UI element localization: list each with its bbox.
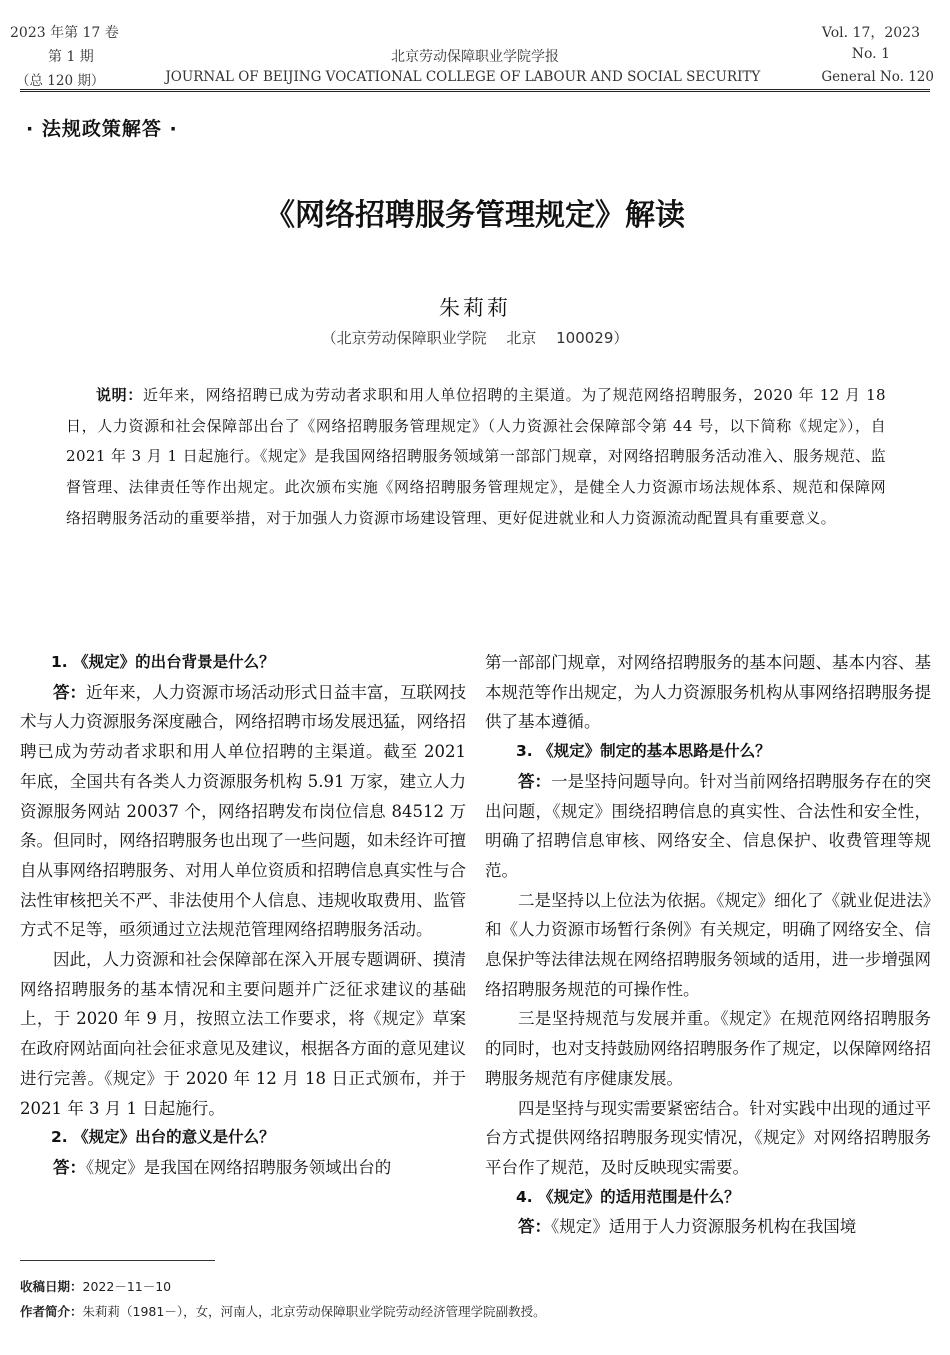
header-rule-top: [20, 89, 930, 90]
footnote-rule: [20, 1260, 215, 1261]
answer-3-text: 一是坚持问题导向。针对当前网络招聘服务存在的突出问题，《规定》围绕招聘信息的真实性、合法性和安全性，明确了招聘信息审核、网络安全、信息保护、收费管理等规范。: [485, 771, 932, 880]
abstract-text: 近年来，网络招聘已成为劳动者求职和用人单位招聘的主渠道。为了规范网络招聘服务，2020 年 12 月 18 日，人力资源和社会保障部出台了《网络招聘服务管理规定》（人力资源社会保障部令第 44 号，以下简称《规定》），自 2021 年 3 月 1 日起施行。《规定》是我国网络招聘服务领域第一部部门规章，对网络招聘服务活动准入、服务规范、监督管理、法律责任等作出规定。此次颁布实施《网络招聘服务管理规定》，是健全人力资源市场法规体系、规范和保障网络招聘服务活动的重要举措，对于加强人力资源市场建设管理、更好促进就业和人力资源流动配置具有重要意义。: [66, 386, 887, 527]
answer-1-text: 近年来，人力资源市场活动形式日益丰富，互联网技术与人力资源服务深度融合，网络招聘市场发展迅猛，网络招聘已成为劳动者求职和用人单位招聘的主渠道。截至 2021 年底，全国共有各类人力资源服务机构 5.91 万家，建立人力资源服务网站 20037 个，网络招聘发布岗位信息 84512 万条。但同时，网络招聘服务也出现了一些问题，如未经许可擅自从事网络招聘服务、对用人单位资质和招聘信息真实性与合法性审核把关不严、非法使用个人信息、违规收取费用、监管方式不足等，亟须通过立法规范管理网络招聘服务活动。: [20, 682, 467, 940]
header-journal-en: JOURNAL OF BEIJING VOCATIONAL COLLEGE OF LABOUR AND SOCIAL SECURITY: [165, 69, 761, 85]
footnote-received: [20, 1277, 171, 1295]
left-column: [20, 648, 466, 1183]
answer-2-text-start: 《规定》是我国在网络招聘服务领域出台的: [86, 1157, 392, 1177]
author-name: 朱莉莉: [439, 296, 511, 320]
footnote-author-bio: [20, 1302, 546, 1320]
abstract: [66, 380, 886, 534]
question-4-heading: 4. 《规定》的适用范围是什么？: [516, 1187, 740, 1206]
header-issue: 第 1 期: [48, 49, 94, 65]
answer-label: 答：: [53, 1157, 86, 1177]
question-2-heading: 2. 《规定》出台的意义是什么？: [51, 1128, 275, 1147]
answer-3-paragraph-4: 四是坚持与现实需要紧密结合。针对实践中出现的通过平台方式提供网络招聘服务现实情况，《规定》对网络招聘服务平台作了规范，及时反映现实需要。: [485, 1098, 931, 1177]
header-journal-line: [16, 69, 934, 89]
right-column: [485, 648, 931, 1242]
answer-3-paragraph-1: [485, 767, 931, 886]
header-general-no: General No. 120: [821, 69, 934, 85]
answer-2-paragraph-start: [20, 1153, 466, 1183]
header-journal-cn: 北京劳动保障职业学院学报: [391, 49, 559, 65]
answer-label: 答：: [518, 771, 552, 791]
question-3-heading: 3. 《规定》制定的基本思路是什么？: [516, 742, 771, 761]
author-bio-label: 作者简介：: [20, 1304, 83, 1319]
answer-4-text-start: 《规定》适用于人力资源服务机构在我国境: [551, 1217, 857, 1237]
answer-label: 答：: [53, 682, 87, 702]
header-rule-bottom: [20, 91, 930, 92]
header-year-volume: 2023 年第 17 卷: [10, 25, 119, 41]
answer-1-paragraph-1: [20, 678, 466, 945]
answer-3-paragraph-2: 二是坚持以上位法为依据。《规定》细化了《就业促进法》和《人力资源市场暂行条例》有关规定，明确了网络安全、信息保护等法律法规在网络招聘服务领域的适用，进一步增强网络招聘服务规范的可操作性。: [485, 890, 931, 999]
header-vol-en: Vol. 17，2023: [821, 25, 920, 41]
answer-label: 答：: [518, 1217, 551, 1237]
header-no-en: No. 1: [851, 46, 890, 62]
section-label: · 法规政策解答 ·: [26, 118, 178, 140]
author-bio: 朱莉莉（1981－），女，河南人，北京劳动保障职业学院劳动经济管理学院副教授。: [82, 1304, 546, 1319]
received-date: 2022－11－10: [82, 1279, 172, 1294]
abstract-label: 说明：: [96, 386, 143, 404]
author-affiliation: （北京劳动保障职业学院 北京 100029）: [321, 329, 629, 347]
answer-3-paragraph-3: 三是坚持规范与发展并重。《规定》在规范网络招聘服务的同时，也对支持鼓励网络招聘服务作了规定，以保障网络招聘服务规范有序健康发展。: [485, 1009, 931, 1088]
received-date-label: 收稿日期：: [20, 1279, 83, 1294]
answer-1-paragraph-2: 因此，人力资源和社会保障部在深入开展专题调研、摸清网络招聘服务的基本情况和主要问题并广泛征求建议的基础上，于 2020 年 9 月，按照立法工作要求，将《规定》草案在政府网站面向社会征求意见及建议，根据各方面的意见建议进行完善。《规定》于 2020 年 12 月 18 日正式颁布，并于 2021 年 3 月 1 日起施行。: [20, 950, 466, 1118]
question-1-heading: 1. 《规定》的出台背景是什么？: [51, 653, 275, 671]
header-total-issue: （总 120 期）: [16, 73, 105, 89]
answer-2-paragraph-continued: 第一部部门规章，对网络招聘服务的基本问题、基本内容、基本规范等作出规定，为人力资源服务机构从事网络招聘服务提供了基本遵循。: [485, 653, 931, 732]
article-title: 《网络招聘服务管理规定》解读: [265, 198, 685, 233]
answer-4-paragraph-start: [485, 1212, 931, 1242]
